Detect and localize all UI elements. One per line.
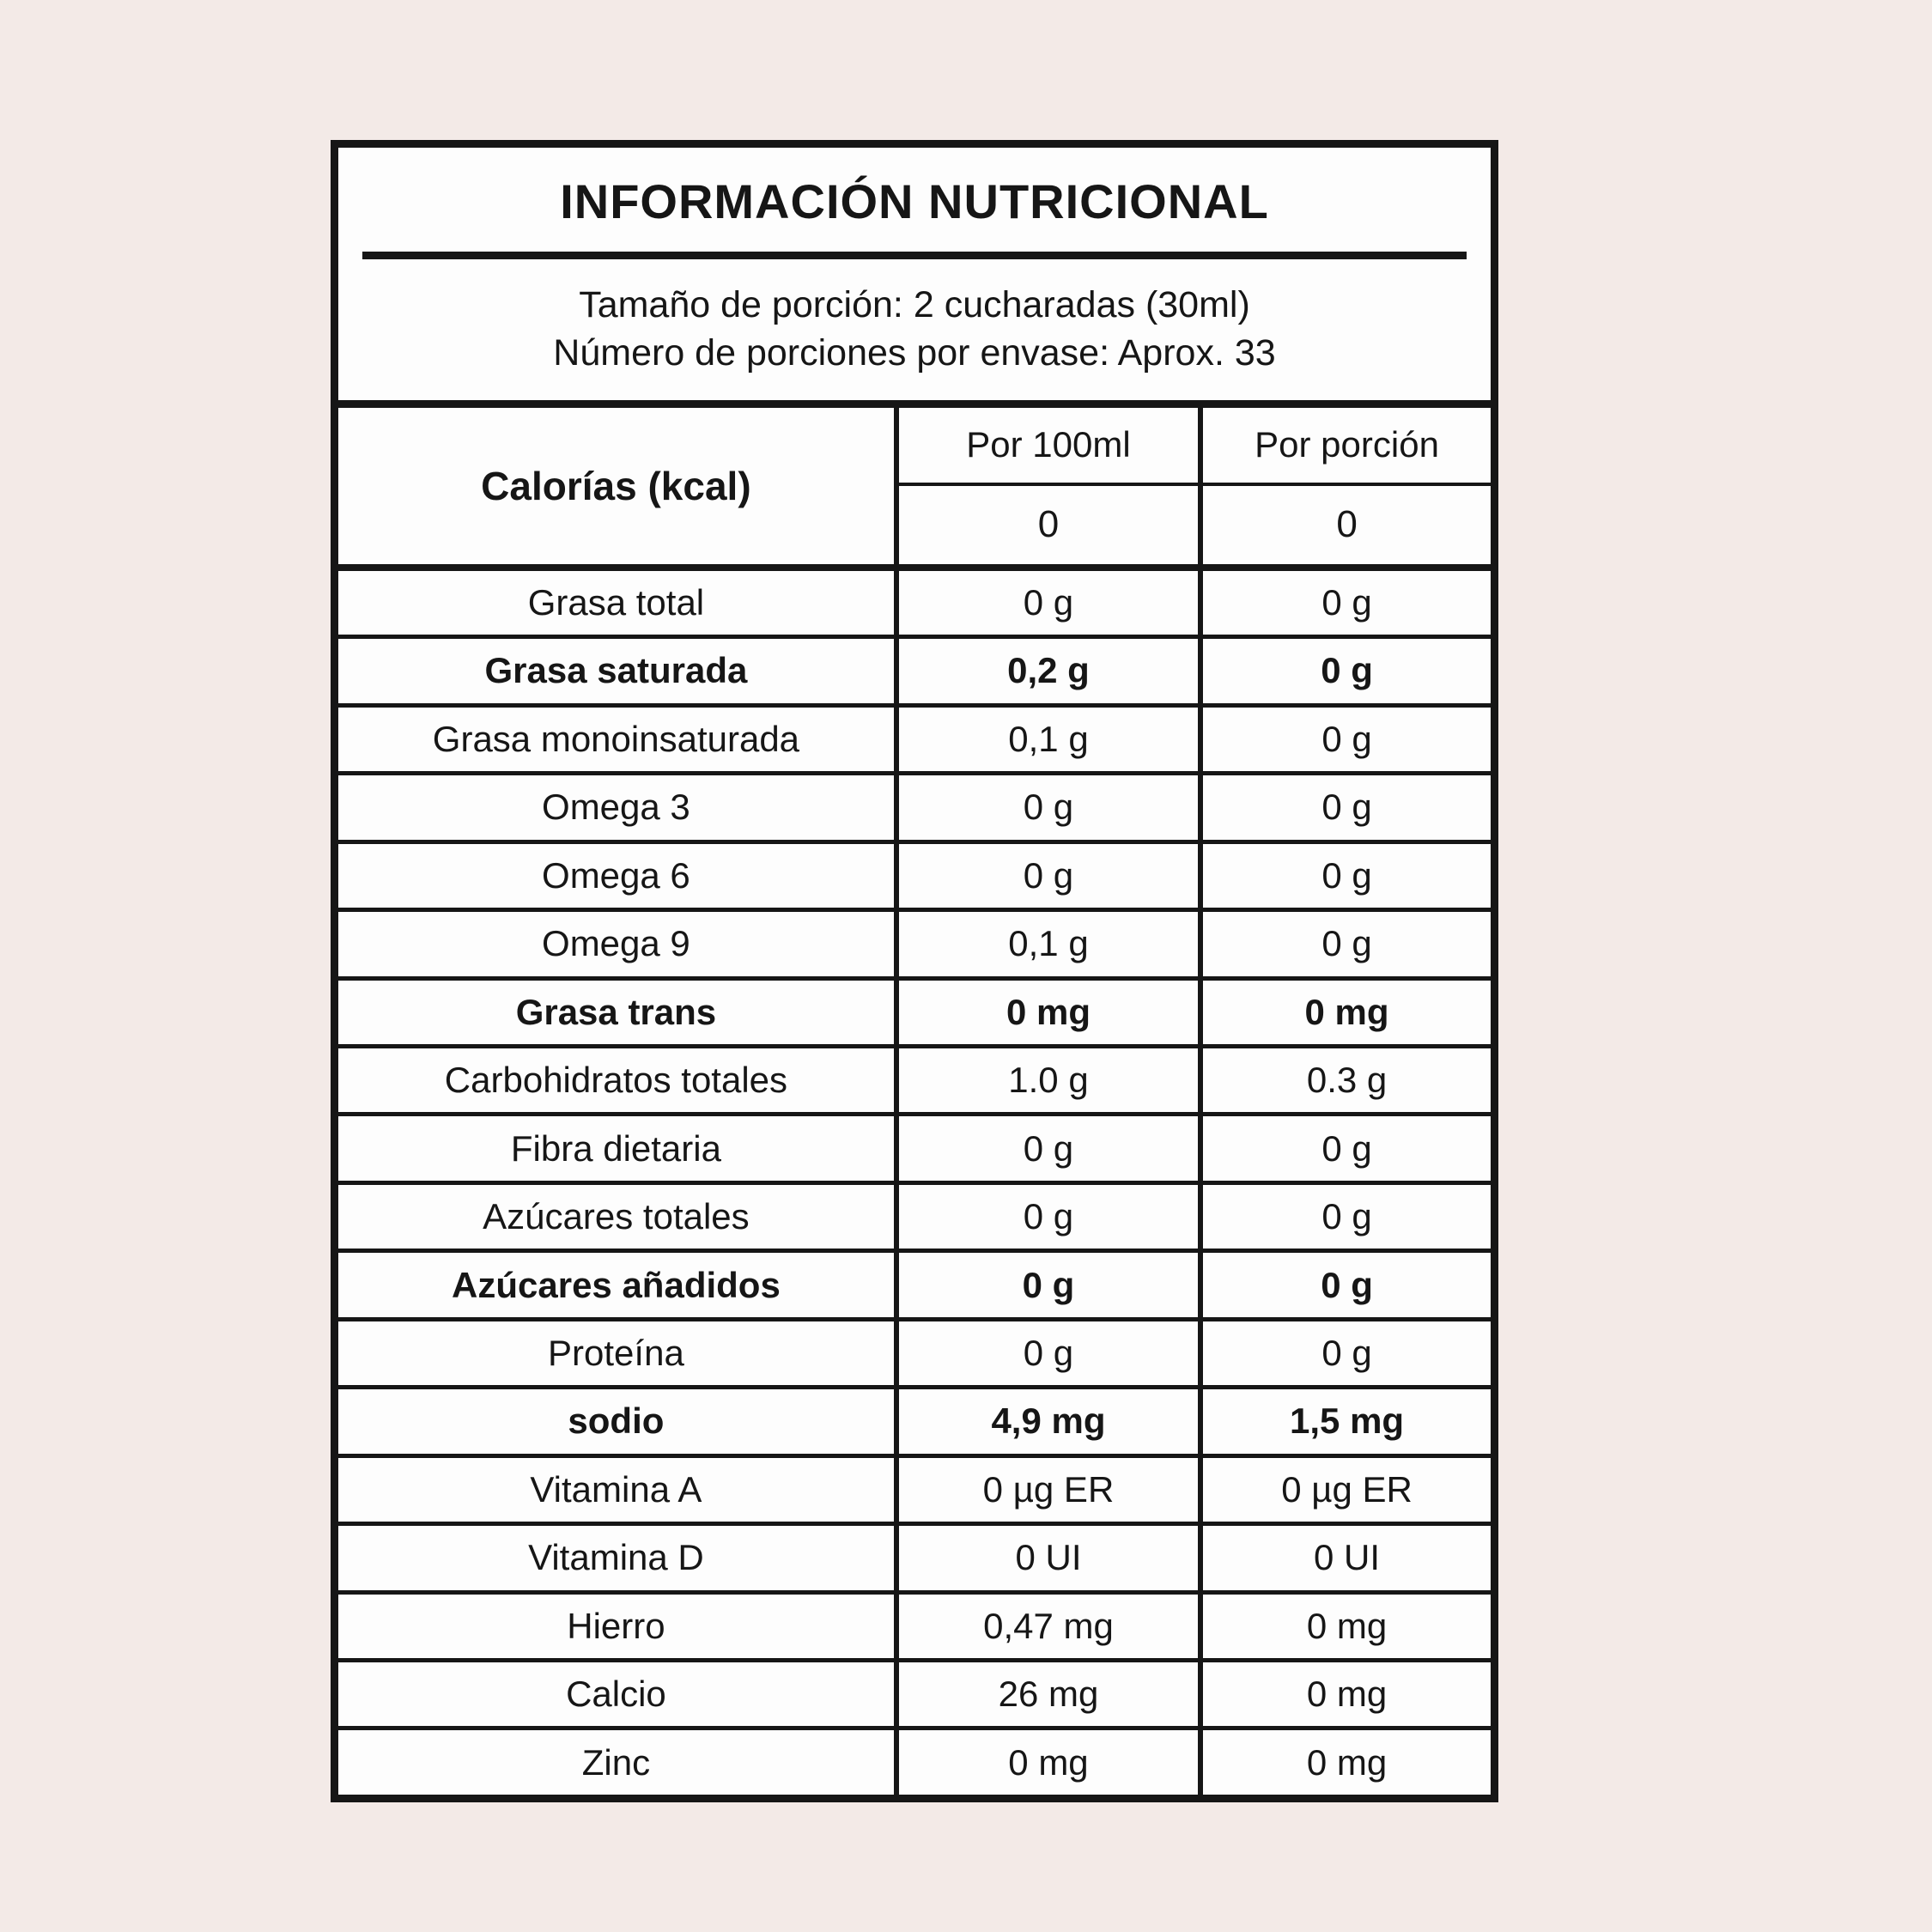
per-serving-value: 0 mg xyxy=(1198,1595,1491,1658)
table-row xyxy=(338,1044,1491,1112)
per-100ml-value: 4,9 mg xyxy=(894,1389,1198,1453)
nutrient-label: Omega 6 xyxy=(542,854,690,896)
nutrient-rows xyxy=(338,571,1491,1795)
nutrient-label: Grasa trans xyxy=(515,991,717,1032)
per-100ml-value: 0 mg xyxy=(894,1730,1198,1794)
per-serving-value: 0 µg ER xyxy=(1198,1458,1491,1522)
table-row xyxy=(338,1522,1491,1589)
table-row xyxy=(338,1249,1491,1316)
nutrient-label: Azúcares añadidos xyxy=(452,1264,781,1305)
serving-size-line: Tamaño de porción: 2 cucharadas (30ml) xyxy=(579,284,1250,325)
table-row xyxy=(338,1385,1491,1453)
per-serving-value: 0 g xyxy=(1198,708,1491,771)
serving-info xyxy=(338,282,1491,400)
table-row xyxy=(338,908,1491,975)
nutrient-label: Vitamina D xyxy=(528,1537,704,1578)
table-row xyxy=(338,1726,1491,1794)
calories-per-100ml-value: 0 xyxy=(894,486,1198,564)
table-row xyxy=(338,1454,1491,1522)
per-100ml-value: 0 g xyxy=(894,1185,1198,1249)
table-row xyxy=(338,976,1491,1044)
per-100ml-value: 0 UI xyxy=(894,1526,1198,1589)
per-100ml-value: 0 g xyxy=(894,844,1198,908)
nutrient-label: Azúcares totales xyxy=(483,1196,750,1237)
table-row xyxy=(338,703,1491,771)
nutrient-label: Omega 9 xyxy=(542,923,690,964)
title-divider xyxy=(362,252,1467,259)
nutrient-label: Grasa saturada xyxy=(484,650,748,691)
per-serving-value: 0 g xyxy=(1198,1116,1491,1180)
per-100ml-value: 1.0 g xyxy=(894,1048,1198,1112)
calories-row xyxy=(338,408,1491,571)
nutrient-label: Hierro xyxy=(567,1605,665,1646)
per-serving-value: 0 g xyxy=(1198,912,1491,975)
nutrient-label: Grasa total xyxy=(527,582,705,623)
nutrient-label: Zinc xyxy=(581,1741,651,1783)
per-100ml-value: 0 g xyxy=(894,1321,1198,1385)
per-serving-value: 0 g xyxy=(1198,844,1491,908)
calories-per-serving-value: 0 xyxy=(1198,486,1491,564)
per-100ml-value: 0,47 mg xyxy=(894,1595,1198,1658)
per-100ml-value: 0,1 g xyxy=(894,708,1198,771)
nutrient-label: Grasa monoinsaturada xyxy=(432,718,800,759)
per-100ml-value: 0,1 g xyxy=(894,912,1198,975)
nutrient-label: Carbohidratos totales xyxy=(444,1060,788,1101)
calories-label: Calorías (kcal) xyxy=(481,463,751,508)
servings-per-container-line: Número de porciones por envase: Aprox. 33 xyxy=(553,331,1276,374)
per-serving-value: 1,5 mg xyxy=(1198,1389,1491,1453)
per-serving-value: 0 g xyxy=(1198,775,1491,839)
panel-header xyxy=(338,148,1491,400)
panel-title: INFORMACIÓN NUTRICIONAL xyxy=(560,174,1269,228)
per-100ml-value: 0 g xyxy=(894,571,1198,635)
nutrient-label: Vitamina A xyxy=(530,1468,702,1510)
per-100ml-value: 26 mg xyxy=(894,1662,1198,1726)
table-row xyxy=(338,1112,1491,1180)
per-serving-value: 0 UI xyxy=(1198,1526,1491,1589)
per-serving-value: 0 mg xyxy=(1198,1730,1491,1794)
nutrient-label: Fibra dietaria xyxy=(510,1127,721,1169)
nutrient-label: Proteína xyxy=(548,1332,684,1373)
table-row xyxy=(338,1181,1491,1249)
nutrition-facts-panel xyxy=(331,140,1498,1802)
per-100ml-value: 0 g xyxy=(894,1116,1198,1180)
table-row xyxy=(338,1590,1491,1658)
per-serving-value: 0.3 g xyxy=(1198,1048,1491,1112)
table-row xyxy=(338,840,1491,908)
table-row xyxy=(338,571,1491,635)
per-serving-value: 0 g xyxy=(1198,1253,1491,1316)
per-100ml-value: 0 g xyxy=(894,1253,1198,1316)
per-serving-value: 0 g xyxy=(1198,639,1491,702)
nutrition-table xyxy=(338,400,1491,1795)
table-row xyxy=(338,771,1491,839)
per-100ml-value: 0 g xyxy=(894,775,1198,839)
per-serving-value: 0 g xyxy=(1198,1321,1491,1385)
per-100ml-value: 0 mg xyxy=(894,981,1198,1044)
nutrient-label: sodio xyxy=(568,1400,665,1442)
column-header-per-serving: Por porción xyxy=(1198,408,1491,486)
table-row xyxy=(338,1317,1491,1385)
nutrient-label: Omega 3 xyxy=(542,787,690,828)
column-header-per-100ml: Por 100ml xyxy=(894,408,1198,486)
nutrient-label: Calcio xyxy=(566,1674,666,1715)
per-100ml-value: 0,2 g xyxy=(894,639,1198,702)
per-100ml-value: 0 µg ER xyxy=(894,1458,1198,1522)
per-serving-value: 0 g xyxy=(1198,571,1491,635)
table-row xyxy=(338,1658,1491,1726)
per-serving-value: 0 g xyxy=(1198,1185,1491,1249)
table-row xyxy=(338,635,1491,702)
per-serving-value: 0 mg xyxy=(1198,981,1491,1044)
per-serving-value: 0 mg xyxy=(1198,1662,1491,1726)
